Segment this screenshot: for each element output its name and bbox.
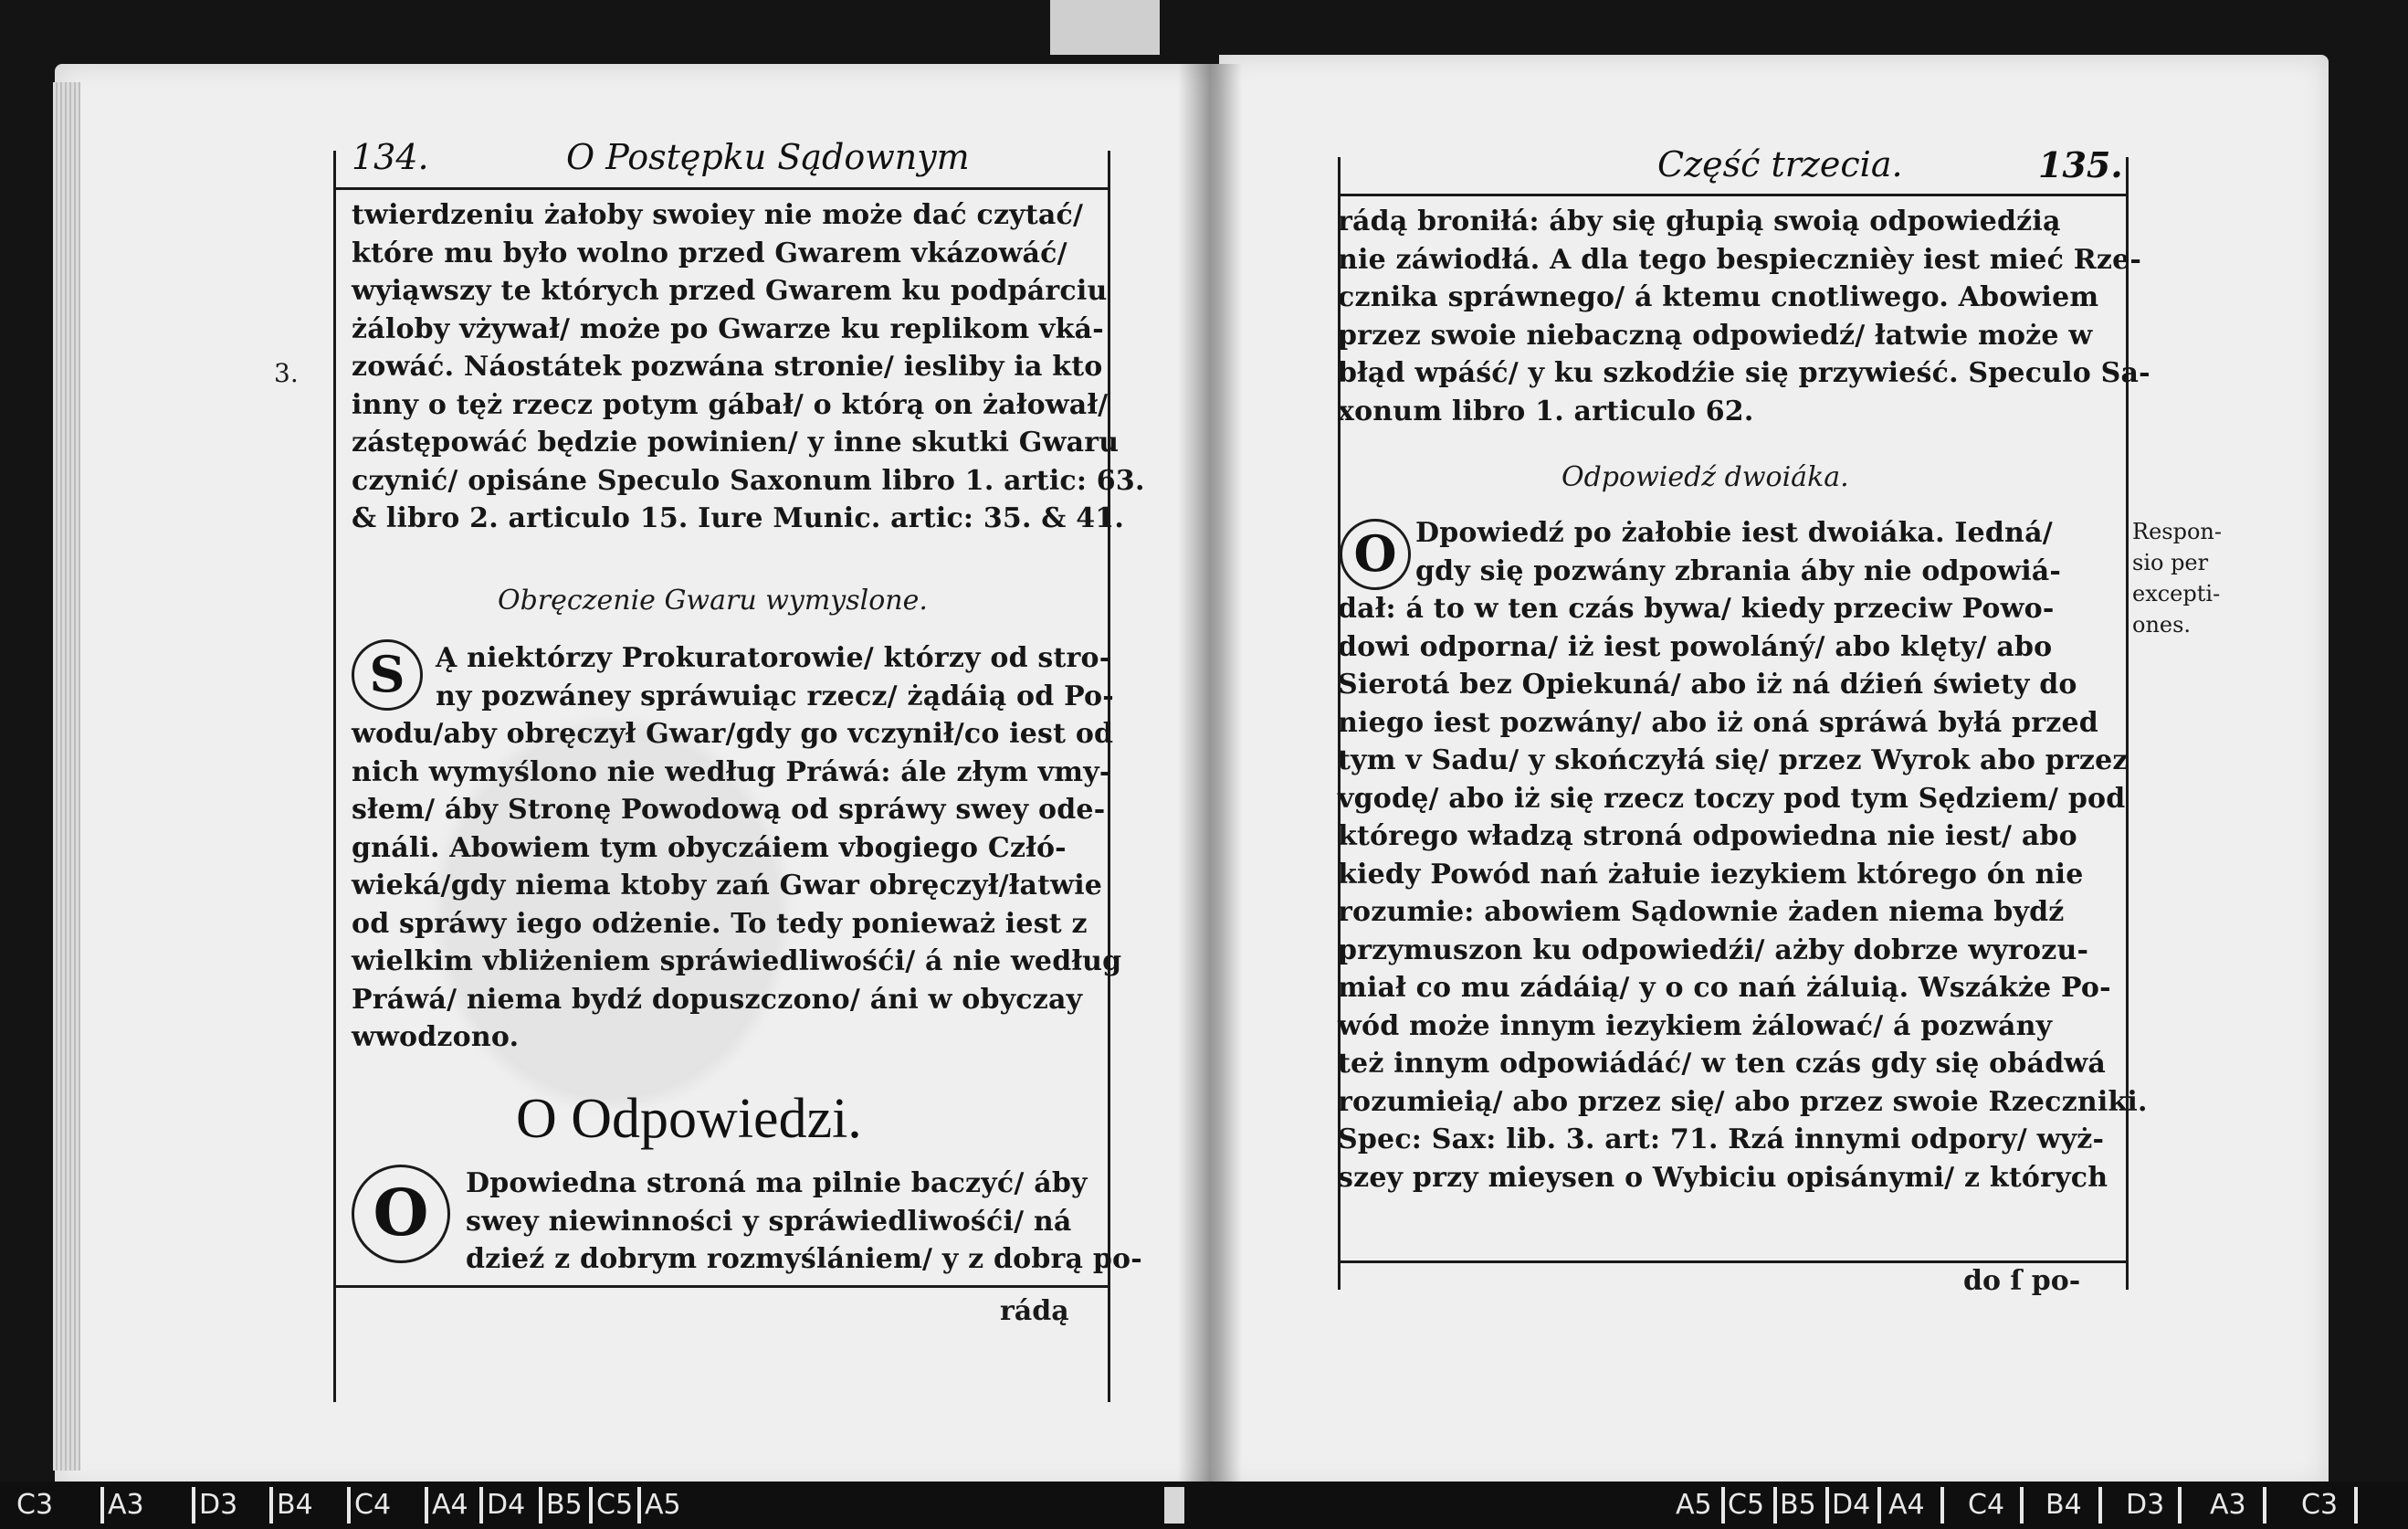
target-tick xyxy=(637,1487,641,1524)
text-line: wód może innym iezykiem żálować/ á pozwány xyxy=(1338,1009,2053,1042)
left-top-paragraph xyxy=(352,196,1145,538)
drop-initial: O xyxy=(352,1165,450,1263)
target-label: A5 xyxy=(645,1489,681,1521)
target-label: A5 xyxy=(1676,1489,1712,1521)
section-heading: O Odpowiedzi. xyxy=(516,1088,862,1150)
target-tick xyxy=(1825,1487,1829,1524)
text-line: wodu/aby obręczył Gwar/gdy go vczynił/co iest od xyxy=(352,718,1114,750)
target-label: D4 xyxy=(1832,1489,1871,1521)
text-line: Dpowiedna stroná ma pilnie baczyć/ áby xyxy=(466,1167,1088,1199)
text-line: którego władzą stroná odpowiedna nie iest/ abo xyxy=(1338,820,2077,852)
left-page-number: 134. xyxy=(352,137,429,177)
target-label: A3 xyxy=(108,1489,144,1521)
target-tick xyxy=(1877,1487,1881,1524)
target-label: C3 xyxy=(16,1489,54,1521)
text-line: twierdzeniu żałoby swoiey nie może dać czytać/ xyxy=(352,199,1084,231)
target-tick xyxy=(425,1487,428,1524)
target-label: B4 xyxy=(2045,1489,2082,1521)
right-running-title: Część trzecia. xyxy=(1657,144,1903,185)
text-line: dowi odporna/ iż iest powoláný/ abo klęty/ abo xyxy=(1338,630,2053,663)
text-line: błąd wpáść/ y ku szkodźie się przywieść. Speculo Sa- xyxy=(1338,357,2150,389)
right-head-rule xyxy=(1338,194,2126,196)
left-bottom-paragraph xyxy=(466,1165,1142,1279)
target-label: B5 xyxy=(1780,1489,1816,1521)
text-line: miał co mu zádáią/ y o co nań żáluią. Wszákże Po- xyxy=(1338,972,2111,1004)
target-label: D3 xyxy=(2126,1489,2165,1521)
left-margin-number: 3. xyxy=(274,358,299,388)
text-line: Sierotá bez Opiekuná/ abo iż ná dźień świety do xyxy=(1338,669,2077,701)
target-label: C4 xyxy=(354,1489,392,1521)
target-tick xyxy=(1940,1487,1944,1524)
text-line: wieká/gdy niema ktoby zań Gwar obręczył/łatwie xyxy=(352,870,1103,902)
margin-note-line: ones. xyxy=(2132,612,2192,638)
target-tick xyxy=(589,1487,593,1524)
target-tick xyxy=(1773,1487,1777,1524)
text-line: przez swoie niebaczną odpowiedź/ łatwie może w xyxy=(1338,319,2093,352)
margin-note-line: sio per xyxy=(2132,550,2209,575)
right-foot-rule xyxy=(1338,1260,2126,1263)
target-label: A4 xyxy=(432,1489,468,1521)
scanner-background xyxy=(1050,0,1160,55)
drop-initial: S xyxy=(352,639,423,711)
right-main-paragraph xyxy=(1338,514,2148,1197)
left-foot-rule xyxy=(333,1285,1108,1288)
text-line: vgodę/ abo iż się rzecz toczy pod tym Sędziem/ pod xyxy=(1338,782,2126,815)
text-line: Ą niektórzy Prokuratorowie/ którzy od stro- xyxy=(436,642,1111,674)
left-head-rule xyxy=(333,187,1108,190)
right-subheading: Odpowiedź dwoiáka. xyxy=(1562,461,1849,493)
target-label: D4 xyxy=(487,1489,526,1521)
target-tick xyxy=(192,1487,195,1524)
text-line: wwodzono. xyxy=(352,1021,520,1053)
target-label: C3 xyxy=(2301,1489,2339,1521)
text-line: rozumieią/ abo przez się/ abo przez swoie Rzeczniki. xyxy=(1338,1085,2148,1118)
target-tick xyxy=(2354,1487,2358,1524)
text-line: ny pozwáney spráwuiąc rzecz/ żądáią od Po- xyxy=(436,680,1114,712)
text-line: swey niewinności y spráwiedliwośći/ ná xyxy=(466,1205,1072,1238)
text-line: nich wymyślono nie według Práwá: ále złym vmy- xyxy=(352,755,1111,788)
text-line: inny o tęż rzecz potym gábał/ o którą on żałował/ xyxy=(352,388,1109,421)
right-page-number: 135. xyxy=(2038,144,2123,185)
text-line: Dpowiedź po żałobie iest dwoiáka. Iedná/ xyxy=(1415,517,2053,549)
text-line: słem/ áby Stronę Powodową od spráwy swey ode- xyxy=(352,794,1106,826)
target-label: A3 xyxy=(2210,1489,2246,1521)
text-line: gnáli. Abowiem tym obyczáiem vbogiego Człó- xyxy=(352,831,1067,864)
text-line: od spráwy iego odżenie. To tedy ponieważ iest z xyxy=(352,907,1088,940)
target-label: B5 xyxy=(546,1489,583,1521)
text-line: rozumie: abowiem Sądownie żaden niema bydź xyxy=(1338,896,2065,928)
scan-target-bar xyxy=(0,1482,2408,1529)
text-line: czynić/ opisáne Speculo Saxonum libro 1. artic: 63. xyxy=(352,464,1145,497)
target-label: C5 xyxy=(596,1489,634,1521)
text-line: które mu było wolno przed Gwarem vkázowáć/ xyxy=(352,237,1067,269)
center-marker xyxy=(1164,1487,1184,1524)
text-line: tym v Sadu/ y skończyłá się/ przez Wyrok abo przez xyxy=(1338,744,2129,776)
text-line: rádą broniłá: áby się głupią swoią odpowiedźią xyxy=(1338,206,2061,237)
margin-note-line: excepti- xyxy=(2132,581,2221,606)
left-running-title: O Postępku Sądownym xyxy=(566,137,970,177)
target-label: B4 xyxy=(277,1489,313,1521)
target-tick xyxy=(2178,1487,2182,1524)
book-spine xyxy=(1178,64,1242,1489)
text-line: Práwá/ niema bydź dopuszczono/ áni w obyczay xyxy=(352,983,1083,1016)
text-line: dał: á to w ten czás bywa/ kiedy przeciw Powo- xyxy=(1338,593,2055,625)
text-line: Spec: Sax: lib. 3. art: 71. Rzá innymi odpory/ wyż- xyxy=(1338,1123,2105,1155)
text-line: xonum libro 1. articulo 62. xyxy=(1338,395,1754,427)
text-line: niego iest pozwány/ abo iż oná spráwá byłá przed xyxy=(1338,706,2098,739)
page-edges xyxy=(53,82,80,1471)
text-line: cznika spráwnego/ á ktemu cnotliwego. Abowiem xyxy=(1338,281,2099,313)
left-middle-paragraph xyxy=(352,639,1121,1057)
right-margin-note xyxy=(2132,516,2222,640)
text-line: kiedy Powód nań żałuie iezykiem którego ón nie xyxy=(1338,858,2084,891)
target-label: C5 xyxy=(1728,1489,1765,1521)
margin-note-line: Respon- xyxy=(2132,519,2222,544)
right-top-paragraph xyxy=(1338,203,2150,430)
text-line: dzieź z dobrym rozmyślániem/ y z dobrą po- xyxy=(466,1243,1142,1275)
left-subheading: Obręczenie Gwaru wymyslone. xyxy=(498,585,928,617)
text-line: gdy się pozwány zbrania áby nie odpowiá- xyxy=(1415,554,2062,587)
target-tick xyxy=(2263,1487,2266,1524)
target-tick xyxy=(2020,1487,2024,1524)
text-line: wyiąwszy te których przed Gwarem ku podpárciu xyxy=(352,275,1108,307)
target-tick xyxy=(100,1487,104,1524)
text-line: zástępowáć będzie powinien/ y inne skutki Gwaru xyxy=(352,427,1120,459)
text-line: wielkim vbliżeniem spráwiedliwośći/ á nie według xyxy=(352,945,1122,977)
text-line: też innym odpowiádáć/ w ten czás gdy się obádwá xyxy=(1338,1048,2107,1080)
target-tick xyxy=(479,1487,483,1524)
drop-initial: O xyxy=(1340,519,1411,590)
target-tick xyxy=(1721,1487,1725,1524)
target-label: A4 xyxy=(1888,1489,1925,1521)
target-label: D3 xyxy=(199,1489,238,1521)
target-tick xyxy=(2098,1487,2102,1524)
text-line: zowáć. Náostátek pozwána stronie/ iesliby ia kto xyxy=(352,351,1103,383)
target-tick xyxy=(269,1487,273,1524)
target-tick xyxy=(539,1487,542,1524)
text-line: szey przy mieysen o Wybiciu opisánymi/ z których xyxy=(1338,1161,2108,1194)
target-tick xyxy=(347,1487,351,1524)
text-line: nie záwiodłá. A dla tego bespiecznièy iest mieć Rze- xyxy=(1338,243,2142,276)
right-catchword: do ſ po- xyxy=(1963,1265,2081,1297)
left-catchword: rádą xyxy=(1000,1295,1069,1327)
text-line: & libro 2. articulo 15. Iure Munic. artic: 35. & 41. xyxy=(352,502,1124,534)
target-label: C4 xyxy=(1968,1489,2005,1521)
text-line: żáloby vżywał/ może po Gwarze ku replikom vká- xyxy=(352,312,1104,345)
text-line: przymuszon ku odpowiedźi/ ażby dobrze wyrozu- xyxy=(1338,933,2089,966)
